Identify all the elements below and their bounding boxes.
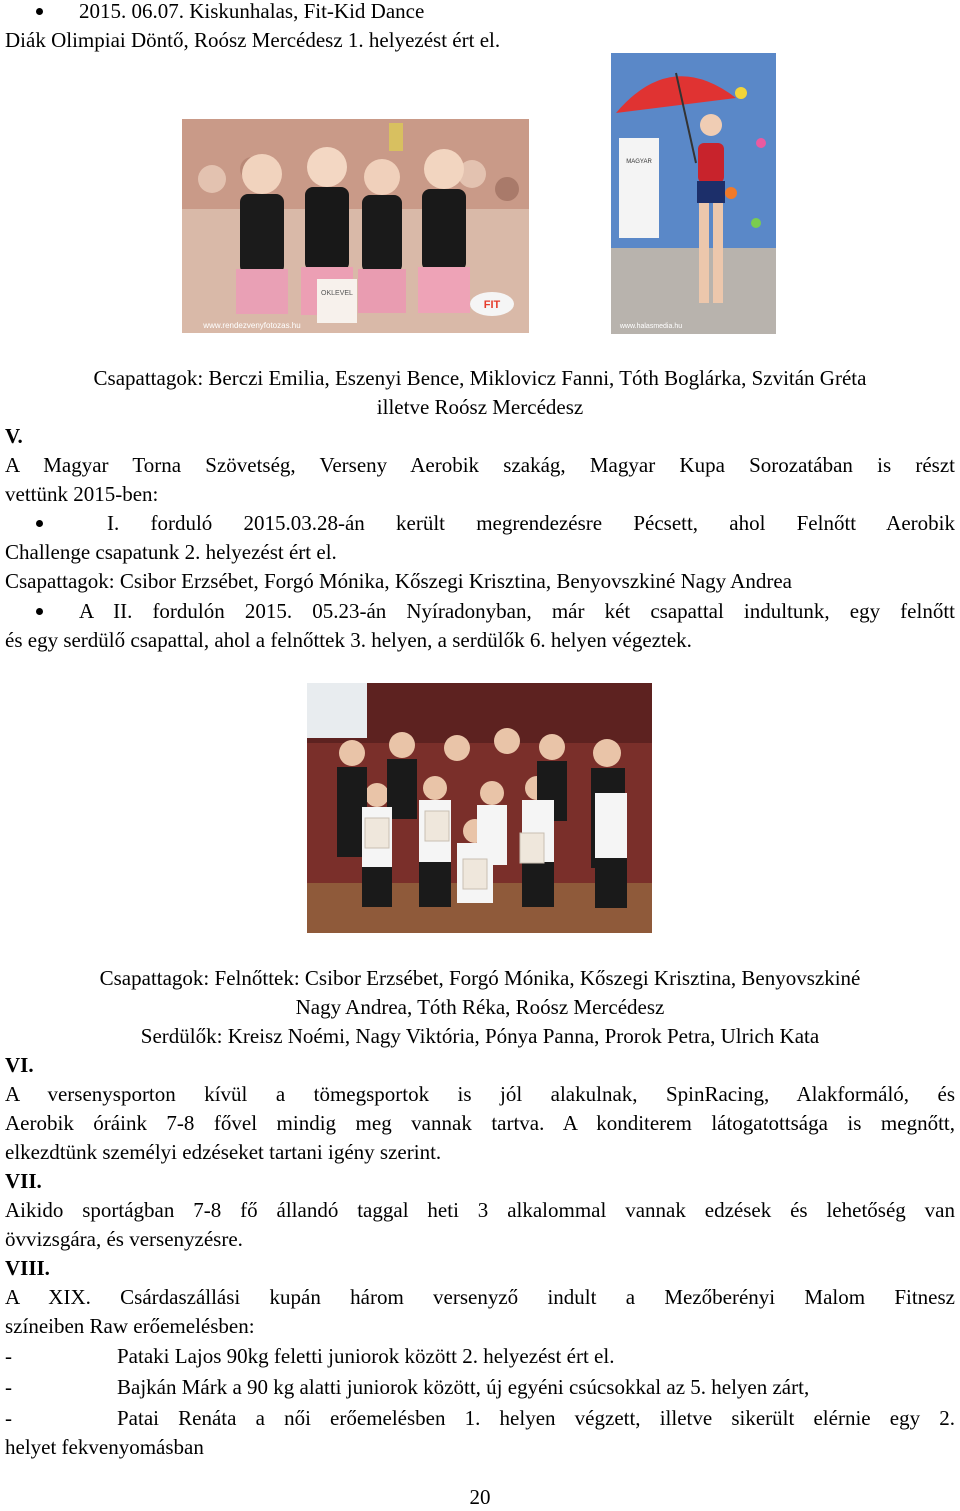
paragraph-line: színeiben Raw erőemelésben:	[5, 1314, 255, 1338]
result-line: helyet fekvenyomásban	[5, 1435, 204, 1459]
diploma-text: OKLEVEL	[321, 290, 353, 297]
paragraph-line: A versenysporton kívül a tömegsportok is jól alakulnak, SpinRacing, Alakformáló, és	[5, 1082, 955, 1106]
paragraph-line: elkezdtünk személyi edzéseket tartani igény szerint.	[5, 1140, 442, 1164]
event-result-line: Diák Olimpiai Döntő, Roósz Mercédesz 1. helyezést ért el.	[5, 28, 501, 52]
list-item-text: és egy serdülő csapattal, ahol a felnőttek 3. helyen, a serdülők 6. helyen végeztek.	[5, 628, 692, 652]
section-heading: VIII.	[5, 1256, 50, 1280]
caption-team-members-cont: illetve Roósz Mercédesz	[376, 395, 584, 419]
paragraph-line: vettünk 2015-ben:	[5, 482, 159, 506]
paragraph-line: Aikido sportágban 7-8 fő állandó taggal heti 3 alkalommal vannak edzések és lehetőség van	[5, 1198, 955, 1222]
photo-umbrella-dancer	[611, 53, 776, 334]
photo-watermark: www.rendezvenyfotozas.hu	[203, 321, 301, 330]
event-line: 2015. 06.07. Kiskunhalas, Fit-Kid Dance	[79, 0, 425, 23]
bullet-marker	[36, 8, 43, 15]
result-line: Bajkán Márk a 90 kg alatti juniorok között, új egyéni csúcsokkal az 5. helyen zárt,	[117, 1375, 810, 1399]
result-line: Pataki Lajos 90kg feletti juniorok között 2. helyezést ért el.	[117, 1344, 615, 1368]
dash-marker: -	[5, 1406, 12, 1430]
paragraph-line: A Magyar Torna Szövetség, Verseny Aerobik szakág, Magyar Kupa Sorozatában is részt	[5, 453, 955, 477]
caption-team-adults-cont: Nagy Andrea, Tóth Réka, Roósz Mercédesz	[295, 995, 665, 1019]
photo-medal-winners	[182, 119, 529, 333]
caption-team-members: Csapattagok: Berczi Emilia, Eszenyi Bence, Miklovicz Fanni, Tóth Boglárka, Szvitán Gréta	[93, 366, 867, 390]
paragraph-line: övvizsgára, és versenyzésre.	[5, 1227, 243, 1251]
list-item-text: Challenge csapatunk 2. helyezést ért el.	[5, 540, 337, 564]
svg-text:FIT: FIT	[483, 299, 501, 311]
result-line: Patai Renáta a női erőemelésben 1. helyen végzett, illetve sikerült elérnie egy 2.	[117, 1406, 955, 1430]
paragraph-line: A XIX. Csárdaszállási kupán három versenyző indult a Mezőberényi Malom Fitnesz	[5, 1285, 955, 1309]
paragraph-line: Aerobik óráink 7-8 fővel mindig meg vannak tartva. A konditerem látogatottsága is megnőtt,	[5, 1111, 955, 1135]
bullet-marker	[36, 520, 43, 527]
dash-marker: -	[5, 1344, 12, 1368]
caption-team-juniors: Serdülők: Kreisz Noémi, Nagy Viktória, Pónya Panna, Prorok Petra, Ulrich Kata	[140, 1024, 820, 1048]
bullet-marker	[36, 608, 43, 615]
section-heading: VI.	[5, 1053, 34, 1077]
section-heading: V.	[5, 424, 23, 448]
section-heading: VII.	[5, 1169, 42, 1193]
svg-text:MAGYAR: MAGYAR	[626, 159, 652, 165]
list-item-text: A II. fordulón 2015. 05.23-án Nyíradonyban, már két csapattal indultunk, egy felnőtt	[79, 599, 955, 623]
dash-marker: -	[5, 1375, 12, 1399]
photo-aerobics-team	[307, 683, 652, 933]
list-item-text: I. forduló 2015.03.28-án került megrendezésre Pécsett, ahol Felnőtt Aerobik	[107, 511, 955, 535]
page-number: 20	[469, 1485, 491, 1509]
caption-team-adults: Csapattagok: Felnőttek: Csibor Erzsébet, Forgó Mónika, Kőszegi Krisztina, Benyovszkiné	[99, 966, 861, 990]
team-members-line: Csapattagok: Csibor Erzsébet, Forgó Mónika, Kőszegi Krisztina, Benyovszkiné Nagy Andrea	[5, 569, 792, 593]
photo-watermark: www.halasmedia.hu	[619, 323, 683, 330]
